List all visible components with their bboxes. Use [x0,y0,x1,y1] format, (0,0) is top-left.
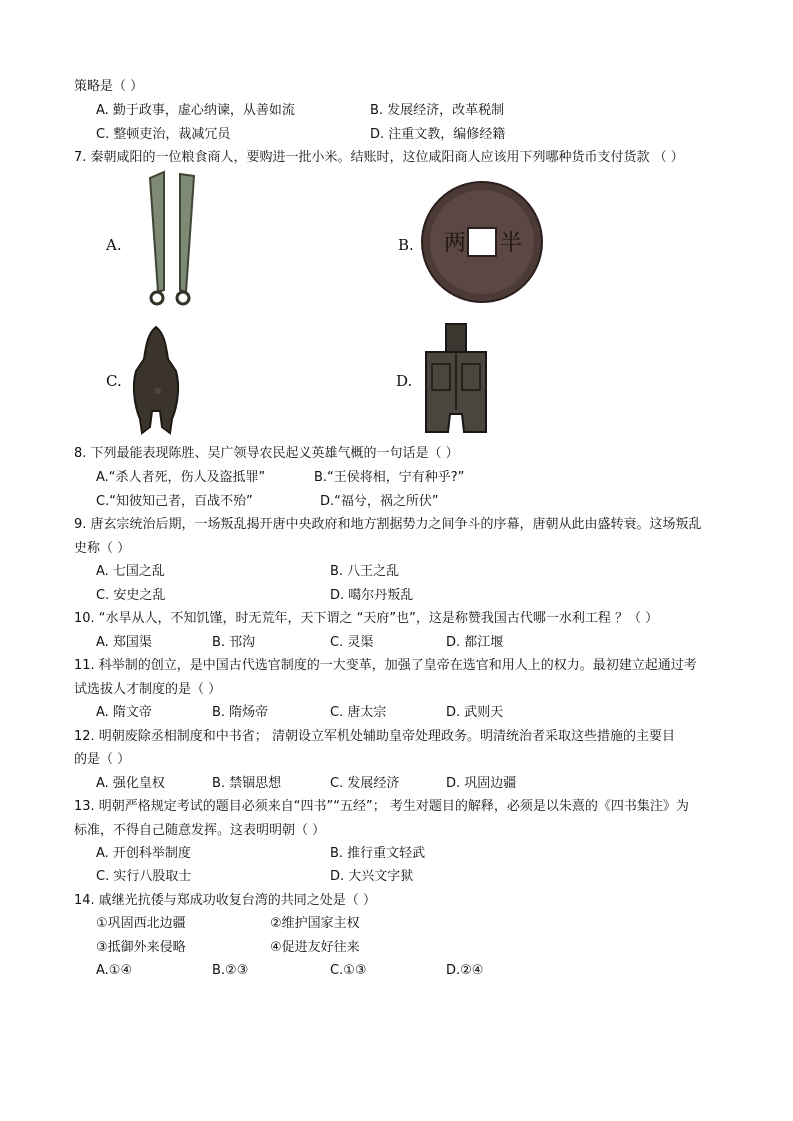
q8-option-d[interactable]: D.“福兮，祸之所伏” [320,494,439,509]
q7-option-c-label[interactable]: C. [106,372,122,390]
q13-stem-line1: 13. 明朝严格规定考试的题目必须来自“四书”“五经”； 考生对题目的解释，必须是以朱熹的《四书集注》为 [74,799,689,814]
q7-stem: 7. 秦朝咸阳的一位粮食商人，要购进一批小米。结账时，这位咸阳商人应该用下列哪种货币支付货款 （ ） [74,150,684,165]
q12-stem-line2: 的是（ ） [74,752,131,767]
q8-stem: 8. 下列最能表现陈胜、吴广领导农民起义英雄气概的一句话是（ ） [74,446,459,461]
q9-stem-line1: 9. 唐玄宗统治后期，一场叛乱揭开唐中央政府和地方割据势力之间争斗的序幕，唐朝从此由盛转衰。这场叛乱 [74,517,702,532]
q11-stem-line1: 11. 科举制的创立，是中国古代选官制度的一大变革，加强了皇帝在选官和用人上的权力。最初建立起通过考 [74,658,697,673]
q13-option-d[interactable]: D. 大兴文字狱 [330,869,414,884]
q9-option-d[interactable]: D. 噶尔丹叛乱 [330,588,414,603]
q10-option-c[interactable]: C. 灵渠 [330,635,374,650]
coin-char-right: 半 [500,231,523,256]
q13-option-c[interactable]: C. 实行八股取士 [96,869,192,884]
q12-option-c[interactable]: C. 发展经济 [330,776,400,791]
q14-option-d[interactable]: D.②④ [446,963,484,978]
q11-option-d[interactable]: D. 武则天 [446,705,504,720]
q12-option-a[interactable]: A. 强化皇权 [96,776,165,791]
q9-option-c[interactable]: C. 安史之乱 [96,588,166,603]
q12-option-d[interactable]: D. 巩固边疆 [446,776,517,791]
q10-option-b[interactable]: B. 邗沟 [212,635,256,650]
q14-option-c[interactable]: C.①③ [330,963,367,978]
coin-char-left: 两 [444,231,467,256]
q7-option-d-label[interactable]: D. [396,372,413,390]
q9-stem-line2: 史称（ ） [74,541,131,556]
q14-stem: 14. 戚继光抗倭与郑成功收复台湾的共同之处是（ ） [74,893,376,908]
q6-option-c[interactable]: C. 整顿吏治，裁减冗员 [96,127,231,142]
q11-stem-line2: 试选拔人才制度的是（ ） [74,682,222,697]
q11-option-b[interactable]: B. 隋炀帝 [212,705,269,720]
q6-option-d[interactable]: D. 注重文教，编修经籍 [370,127,506,142]
spade-coin-image[interactable] [420,322,492,436]
q14-option-a[interactable]: A.①④ [96,963,133,978]
q6-option-a[interactable]: A. 勤于政事，虚心纳谏，从善如流 [96,103,295,118]
q14-item-1: ①巩固西北边疆 [96,916,186,931]
q8-option-a[interactable]: A.“杀人者死，伤人及盗抵罪” [96,470,266,485]
q12-option-b[interactable]: B. 禁锢思想 [212,776,282,791]
q9-option-a[interactable]: A. 七国之乱 [96,564,165,579]
q13-stem-line2: 标准，不得自己随意发挥。这表明明朝（ ） [74,823,326,838]
q11-option-c[interactable]: C. 唐太宗 [330,705,387,720]
q6-option-b[interactable]: B. 发展经济，改革税制 [370,103,505,118]
q13-option-b[interactable]: B. 推行重文轻武 [330,846,426,861]
q10-option-a[interactable]: A. 郑国渠 [96,635,152,650]
q12-stem-line1: 12. 明朝废除丞相制度和中书省； 清朝设立军机处辅助皇帝处理政务。明清统治者采取这些措施的主要目 [74,729,675,744]
ban-liang-coin-image[interactable] [420,180,544,304]
q9-option-b[interactable]: B. 八王之乱 [330,564,400,579]
q14-item-4: ④促进友好往来 [270,940,360,955]
q6-stem-tail: 策略是（ ） [74,79,144,94]
knife-coin-image[interactable] [130,170,210,310]
q11-option-a[interactable]: A. 隋文帝 [96,705,152,720]
q10-stem: 10. “水旱从人，不知饥馑，时无荒年，天下谓之 “天府”也”，这是称赞我国古代哪一水利工程 ？（ ） [74,611,659,626]
q14-option-b[interactable]: B.②③ [212,963,249,978]
q8-option-b[interactable]: B.“王侯将相，宁有种乎?” [314,470,465,485]
q10-option-d[interactable]: D. 都江堰 [446,635,504,650]
q8-option-c[interactable]: C.“知彼知己者，百战不殆” [96,494,253,509]
q7-option-a-label[interactable]: A. [106,236,122,254]
q14-item-3: ③抵御外来侵略 [96,940,186,955]
ant-nose-coin-image[interactable] [128,325,184,435]
q7-option-b-label[interactable]: B. [398,236,414,254]
q13-option-a[interactable]: A. 开创科举制度 [96,846,191,861]
q14-item-2: ②维护国家主权 [270,916,360,931]
